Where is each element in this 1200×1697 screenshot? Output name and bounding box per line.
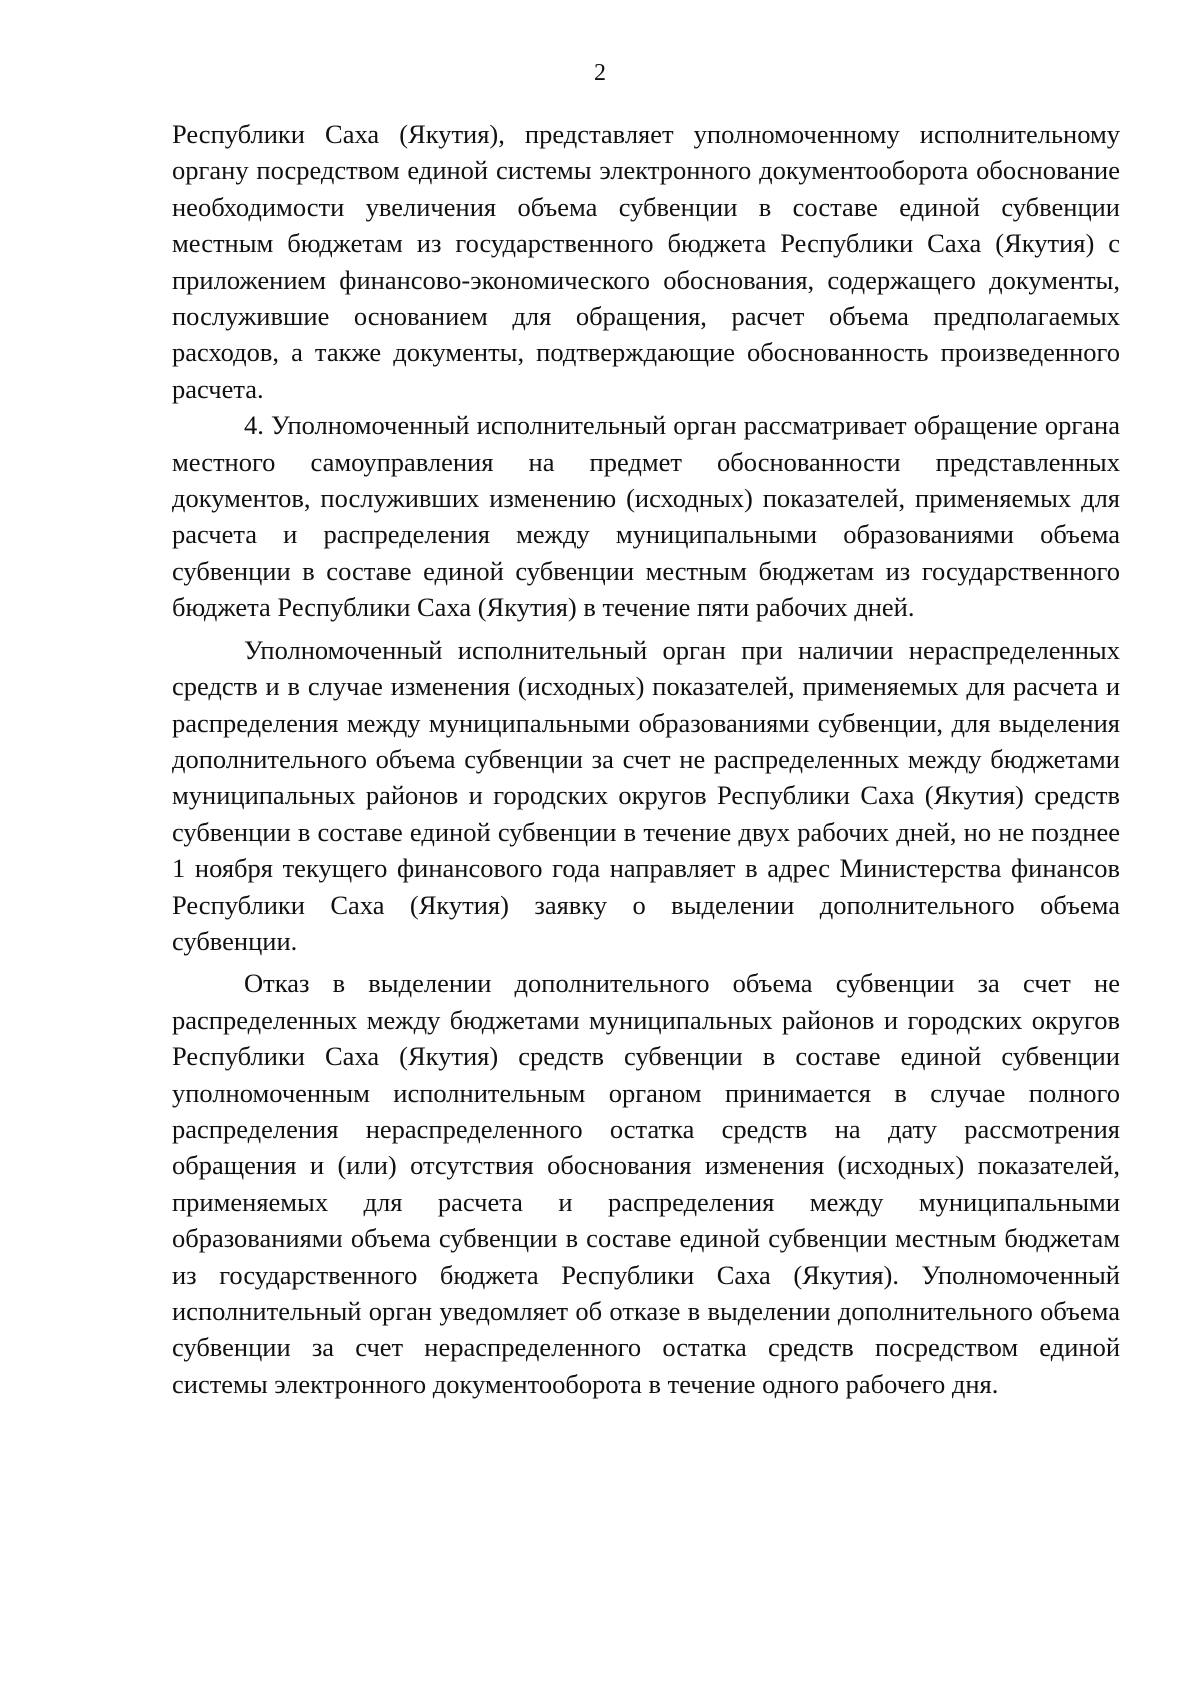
paragraph-additional-allocation: Уполномоченный исполнительный орган при наличии нераспределенных средств и в случае изменения (исходных) показателей, применяемых для расчета и распределения между муниципальными образованиями субвенции, для выделения дополнительного объема субвенции за счет не распределенных между бюджетами муниципальных районов и городских округов Республики Саха (Якутия) средств субвенции в составе единой субвенции в течение двух рабочих дней, но не позднее 1 ноября текущего финансового года направляет в адрес Министерства финансов Республики Саха (Якутия) заявку о выделении дополнительного объема субвенции. — [172, 634, 1120, 956]
document-body — [172, 116, 1120, 1402]
paragraph-continuation: Республики Саха (Якутия), представляет уполномоченному исполнительному органу посредством единой системы электронного документооборота обоснование необходимости увеличения объема субвенции в составе единой субвенции местным бюджетам из государственного бюджета Республики Саха (Якутия) с приложением финансово-экономического обоснования, содержащего документы, послужившие основанием для обращения, расчет объема предполагаемых расходов, а также документы, подтверждающие обоснованность произведенного расчета. — [172, 119, 1120, 404]
paragraph-refusal: Отказ в выделении дополнительного объема субвенции за счет не распределенных между бюджетами муниципальных районов и городских округов Республики Саха (Якутия) средств субвенции в составе единой субвенции уполномоченным исполнительным органом принимается в случае полного распределения нераспределенного остатка средств на дату рассмотрения обращения и (или) отсутствия обоснования изменения (исходных) показателей, применяемых для расчета и распределения между муниципальными образованиями объема субвенции в составе единой субвенции местным бюджетам из государственного бюджета Республики Саха (Якутия). Уполномоченный исполнительный орган уведомляет об отказе в выделении дополнительного объема субвенции за счет нераспределенного остатка средств посредством единой системы электронного документооборота в течение одного рабочего дня. — [172, 968, 1120, 1399]
paragraph-item-4: 4. Уполномоченный исполнительный орган рассматривает обращение органа местного самоуправления на предмет обоснованности представленных документов, послуживших изменению (исходных) показателей, применяемых для расчета и распределения между муниципальными образованиями объема субвенции в составе единой субвенции местным бюджетам из государственного бюджета Республики Саха (Якутия) в течение пяти рабочих дней. — [172, 410, 1120, 623]
page-number: 2 — [594, 60, 606, 86]
